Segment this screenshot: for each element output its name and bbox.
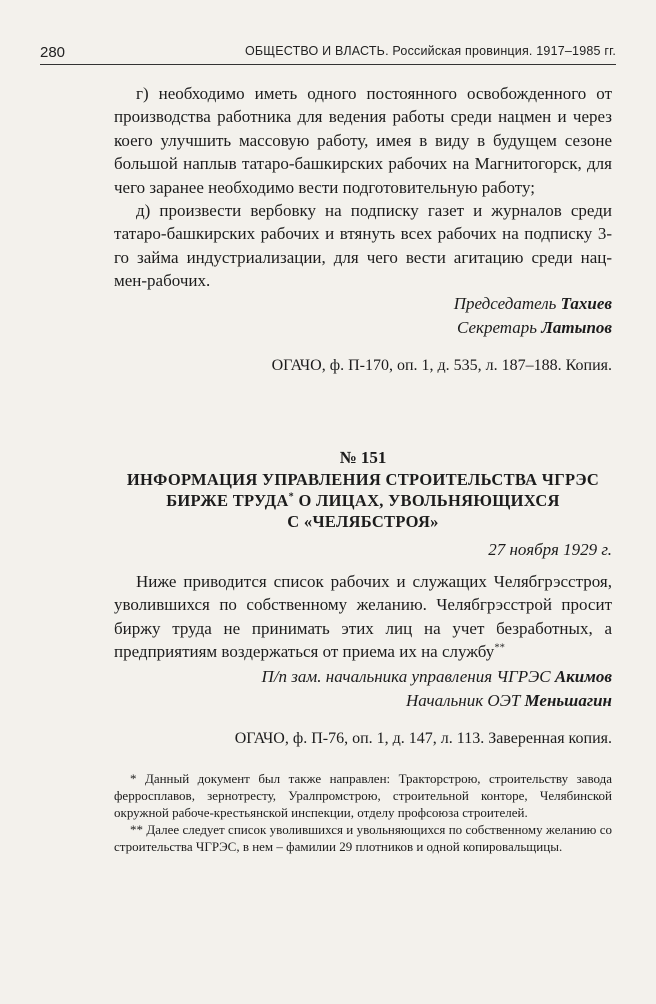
title-line: С «ЧЕЛЯБСТРОЯ» (287, 512, 439, 531)
signature-role: П/п зам. начальника управления ЧГРЭС (261, 667, 555, 686)
footnote: ** Далее следует список уволившихся и увольняющихся по собственному желанию со строительства ЧГРЭС, в нем – фамилии 29 плотников и одной копировальщицы. (114, 822, 612, 854)
title-text: БИРЖЕ ТРУДА (166, 491, 289, 510)
signature-name: Тахиев (560, 294, 612, 313)
signature-deputy-head (262, 667, 612, 687)
document-date: 27 ноября 1929 г. (488, 540, 612, 559)
signature-secretary (457, 318, 612, 338)
body-paragraph (114, 570, 612, 664)
title-line (114, 490, 612, 511)
signature-name: Меньшагин (524, 691, 612, 710)
footnotes (114, 770, 612, 855)
signature-name: Акимов (554, 667, 612, 686)
running-title: ОБЩЕСТВО И ВЛАСТЬ. Российская провинция. 1917–1985 гг. (244, 44, 616, 58)
signature-role: Начальник ОЭТ (405, 691, 525, 710)
signature-role: Секретарь (457, 318, 542, 337)
signature-oet-head (406, 691, 612, 711)
previous-document-text (114, 82, 612, 293)
document-number: № 151 (339, 448, 387, 467)
footnote-mark: * (288, 491, 295, 503)
archive-source: ОГАЧО, ф. П-170, оп. 1, д. 535, л. 187–188. Копия. (271, 357, 612, 374)
archive-source: ОГАЧО, ф. П-76, оп. 1, д. 147, л. 113. Заверенная копия. (234, 730, 612, 747)
signature-role: Председатель (453, 294, 561, 313)
title-line: ИНФОРМАЦИЯ УПРАВЛЕНИЯ СТРОИТЕЛЬСТВА ЧГРЭС (126, 470, 600, 489)
footnote-mark: ** (494, 642, 505, 654)
signature-name: Латыпов (541, 318, 612, 337)
title-text: О ЛИЦАХ, УВОЛЬНЯЮЩИХСЯ (294, 491, 560, 510)
page-number: 280 (40, 44, 66, 61)
paragraph-d: д) произвести вербовку на подписку газет и журналов среди татаро-башкирских рабочих и втянуть всех рабочих на подписку 3-го займа индустриализации, для чего вести агитацию среди нац-мен-рабочих. (114, 201, 612, 291)
header-rule (40, 64, 616, 65)
paragraph-g: г) необходимо иметь одного постоянного освобожденного от производства работника для ведения работы среди нацмен и через коего улучшить массовую работу, имея в виду в будущем сезоне большой наплыв татаро-башкирских рабочих на Магнитогорск, для чего заранее необходимо вести подготовительную работу; (114, 84, 612, 197)
running-header (40, 44, 616, 64)
document-title (114, 469, 612, 532)
footnote: * Данный документ был также направлен: Тракторстрою, строительству завода ферросплавов, зернотресту, Уралпромстрою, строительной конторе, Челябинской окружной рабоче-крестьянской инспекции, отделу профсоюза строителей. (114, 771, 612, 820)
signature-chairman (454, 294, 612, 314)
document-body (114, 570, 612, 664)
body-text: Ниже приводится список рабочих и служащих Челябгрэсстроя, уволившихся по собственному желанию. Челябгрэсстрой просит биржу труда не принимать этих лиц на учет безработных, а предприятиям воздержаться от приема их на службу (114, 572, 612, 662)
